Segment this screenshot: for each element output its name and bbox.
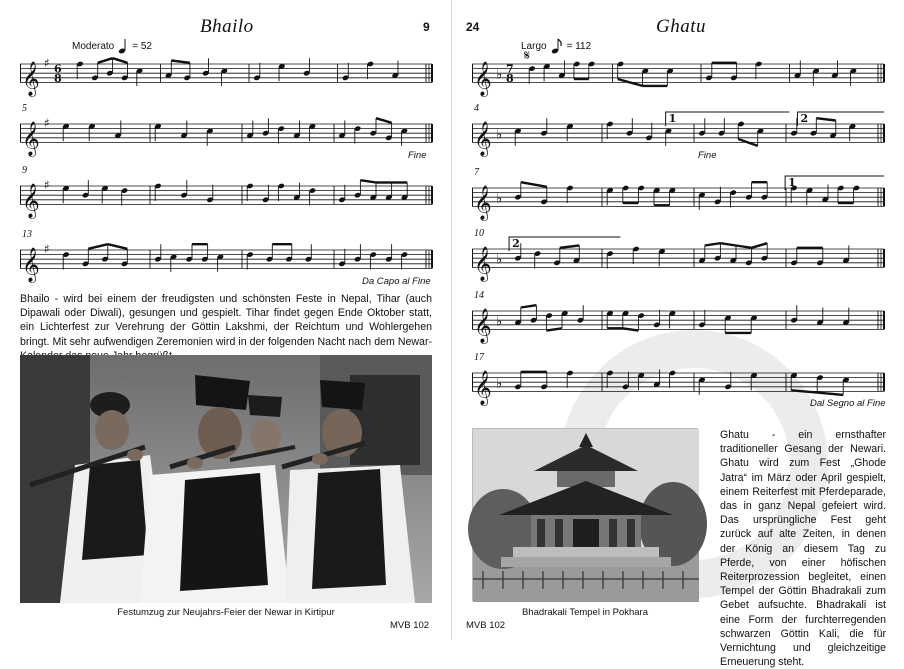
- sharp-icon: ♯: [44, 241, 50, 256]
- temple-photo: [472, 428, 698, 601]
- end-marking: Da Capo al Fine: [362, 276, 431, 287]
- treble-clef-icon: 𝄞: [22, 247, 40, 283]
- left-page: [0, 0, 452, 640]
- treble-clef-icon: 𝄞: [22, 61, 40, 97]
- note-beam: [171, 61, 190, 63]
- note-beam: [736, 246, 752, 248]
- measure-number: 4: [474, 103, 479, 114]
- end-marking: Dal Segno al Fine: [810, 398, 886, 409]
- measure-number: 14: [474, 290, 484, 301]
- treble-clef-icon: 𝄞: [474, 308, 492, 344]
- song-title: Ghatu: [656, 16, 706, 37]
- time-signature-top: 6: [54, 62, 62, 76]
- time-signature-bottom: 8: [54, 71, 62, 85]
- note-beam: [360, 180, 376, 182]
- measure-number: 7: [474, 167, 479, 178]
- note-beam: [108, 244, 128, 249]
- catalog-number: MVB 102: [466, 620, 506, 631]
- staff-system: [472, 48, 884, 97]
- time-signature-top: 7: [506, 62, 514, 76]
- tempo-text: Largo: [521, 40, 547, 52]
- treble-clef-icon: 𝄞: [22, 121, 40, 157]
- page-number: 9: [423, 20, 430, 34]
- staff-system: [472, 305, 884, 344]
- staff-system: [472, 176, 884, 221]
- note-beam: [113, 58, 128, 63]
- quarter-note-icon: [118, 38, 128, 54]
- note-beam: [98, 58, 113, 63]
- song-description: Bhailo - wird bei einem der freudigsten und schönsten Feste in Nepal, Tihar (auch Dipawali oder Diwali), gesungen und gespielt. Tihar findet gegen Ende Oktober statt, ein Lichterfest zur Verehrung der Göttin Lakshmi, der Reichtum und Wohlergehen bringt. Mit sehr aufwendigen Zeremonien wird in der folgenden Nacht nach dem Newar-: [20, 293, 432, 348]
- sharp-icon: ♯: [44, 55, 50, 70]
- staff-system: [20, 177, 432, 219]
- note-beam: [816, 118, 836, 120]
- volta-number: 2: [512, 237, 520, 250]
- treble-clef-icon: 𝄞: [474, 185, 492, 221]
- song-title: Bhailo: [200, 16, 254, 37]
- measure-number: 10: [474, 228, 484, 239]
- note-beam: [521, 182, 547, 187]
- tempo-bpm: = 52: [132, 40, 152, 52]
- measure-number: 17: [474, 352, 484, 363]
- flat-icon: ♭: [496, 376, 503, 392]
- note-beam: [817, 393, 843, 395]
- note-beam: [376, 118, 392, 123]
- note-beam: [720, 243, 736, 245]
- tempo-marking: [521, 38, 591, 54]
- measure-number: 9: [22, 165, 27, 176]
- note-beam: [560, 246, 580, 248]
- photo-caption: Festumzug zur Neujahrs-Feier der Newar in Kirtipur: [117, 607, 335, 618]
- flat-icon: ♭: [496, 252, 503, 268]
- note-beam: [752, 243, 768, 248]
- treble-clef-icon: 𝄞: [474, 61, 492, 97]
- note-beam: [88, 244, 108, 249]
- end-marking: Fine: [698, 150, 717, 161]
- volta-number: 1: [668, 112, 677, 125]
- treble-clef-icon: 𝄞: [474, 246, 492, 282]
- eighth-note-icon: [551, 38, 563, 54]
- segno-icon: 𝄋: [524, 48, 531, 64]
- sharp-icon: ♯: [44, 177, 50, 192]
- note-beam: [521, 305, 537, 307]
- tempo-text: Moderato: [72, 40, 115, 52]
- note-beam: [705, 243, 721, 245]
- note-beam: [791, 390, 817, 392]
- measure-number: 13: [22, 229, 32, 240]
- staff-system: [472, 237, 884, 282]
- sharp-icon: ♯: [44, 115, 50, 130]
- treble-clef-icon: 𝄞: [474, 370, 492, 406]
- song-description: Ghatu - ein ernsthafter traditioneller Gesang der Newari. Ghatu wird zum Fest „Ghode Jatra“ im März oder April gespielt, einem Reiterfest mit Pferdeparade, das in ganz Nepal gefeiert wird. Das ursprüngliche Fest geht zurück auf alte Zeiten, in denen der König an diesem Tag zu Pferde, von einer höfischen Reiterprozession begleitet, einen Tempel der Göttin Bhadrakali zum Gebet aufsuchte. Bhadrakali ist eine Form der furchterregenden schwarzen Göttin Kali, die für Vernichtung und gleichzeitige Erneuerung steht.: [720, 429, 886, 669]
- measure-number: 5: [22, 103, 27, 114]
- treble-clef-icon: 𝄞: [474, 121, 492, 157]
- note-beam: [623, 328, 639, 330]
- catalog-number: MVB 102: [390, 620, 430, 631]
- end-marking: Fine: [408, 150, 427, 161]
- flat-icon: ♭: [496, 127, 503, 143]
- volta-number: 1: [788, 176, 796, 189]
- staff-system: [20, 55, 432, 97]
- procession-photo: [20, 355, 432, 603]
- treble-clef-icon: 𝄞: [22, 183, 40, 219]
- volta-number: 2: [800, 112, 809, 125]
- flat-icon: ♭: [496, 191, 503, 207]
- time-signature-bottom: 8: [506, 71, 514, 85]
- flat-icon: ♭: [496, 67, 503, 83]
- page-number: 24: [466, 20, 480, 34]
- photo-caption: Bhadrakali Tempel in Pokhara: [521, 607, 649, 618]
- tempo-marking: [72, 38, 152, 54]
- tempo-bpm: = 112: [566, 40, 592, 52]
- flat-icon: ♭: [496, 314, 503, 330]
- note-beam: [546, 328, 562, 330]
- right-page: [452, 0, 904, 669]
